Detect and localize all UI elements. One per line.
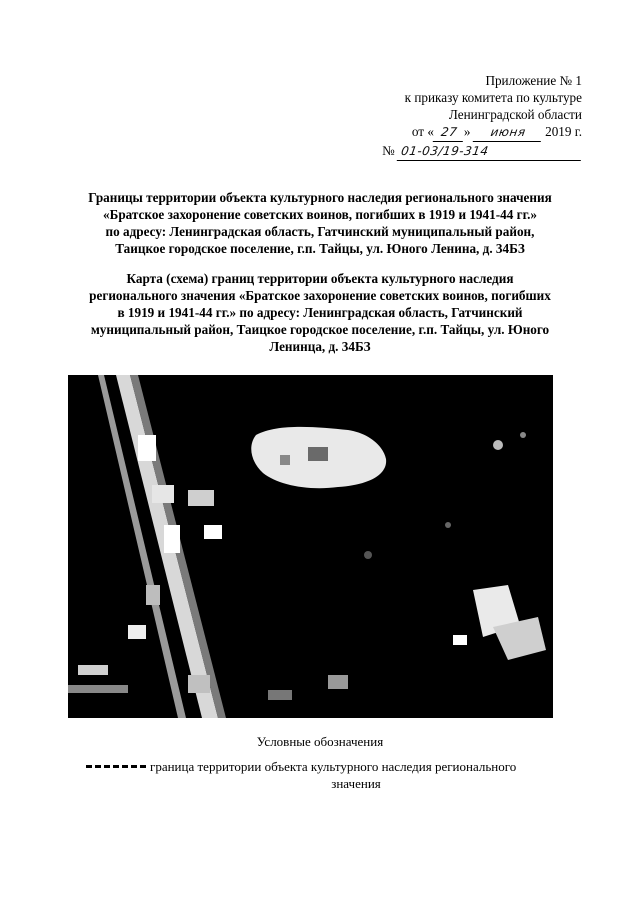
- legend-title: Условные обозначения: [256, 734, 384, 749]
- appendix-number: № 01-03/19-314: [382, 142, 582, 161]
- aerial-photo: [68, 375, 553, 718]
- boundaries-title: Границы территории объекта культурного наследия регионального значения «Братское захоронение советских воинов, погибших в 1919 и 1941-44 гг.» по адресу: Ленинградская область, Гатчинский муниципальный район, Таицкое городское поселение, г.п. Тайцы, ул. Юного Ленина, д. 34БЗ: [88, 190, 552, 256]
- aerial-map-image: [68, 375, 553, 718]
- appendix-header: [382, 72, 582, 161]
- map-title: Карта (схема) границ территории объекта культурного наследия регионального значения «Братское захоронение советских воинов, погибших в 1919 и 1941-44 гг.» по адресу: Ленинградская область, Гатчинский муниципальный район, Таицкое городское поселение, г.п. Тайцы, ул. Юного Ленинца, д. 34БЗ: [89, 271, 551, 354]
- handwritten-day: 27: [433, 124, 466, 142]
- legend-item: [86, 758, 586, 792]
- date-year: 2019 г.: [545, 124, 582, 139]
- handwritten-month: июня: [473, 124, 544, 142]
- legend-item-label-cont: значения: [331, 776, 381, 791]
- dashed-line-icon: [86, 765, 146, 768]
- appendix-title: Приложение № 1: [485, 73, 582, 88]
- appendix-order: к приказу комитета по культуре: [404, 90, 582, 105]
- legend-item-label: граница территории объекта культурного наследия регионального: [150, 759, 517, 774]
- handwritten-number: 01-03/19-314: [397, 143, 584, 161]
- appendix-region: Ленинградской области: [448, 107, 582, 122]
- appendix-date: от « 27 » июня 2019 г.: [382, 123, 582, 142]
